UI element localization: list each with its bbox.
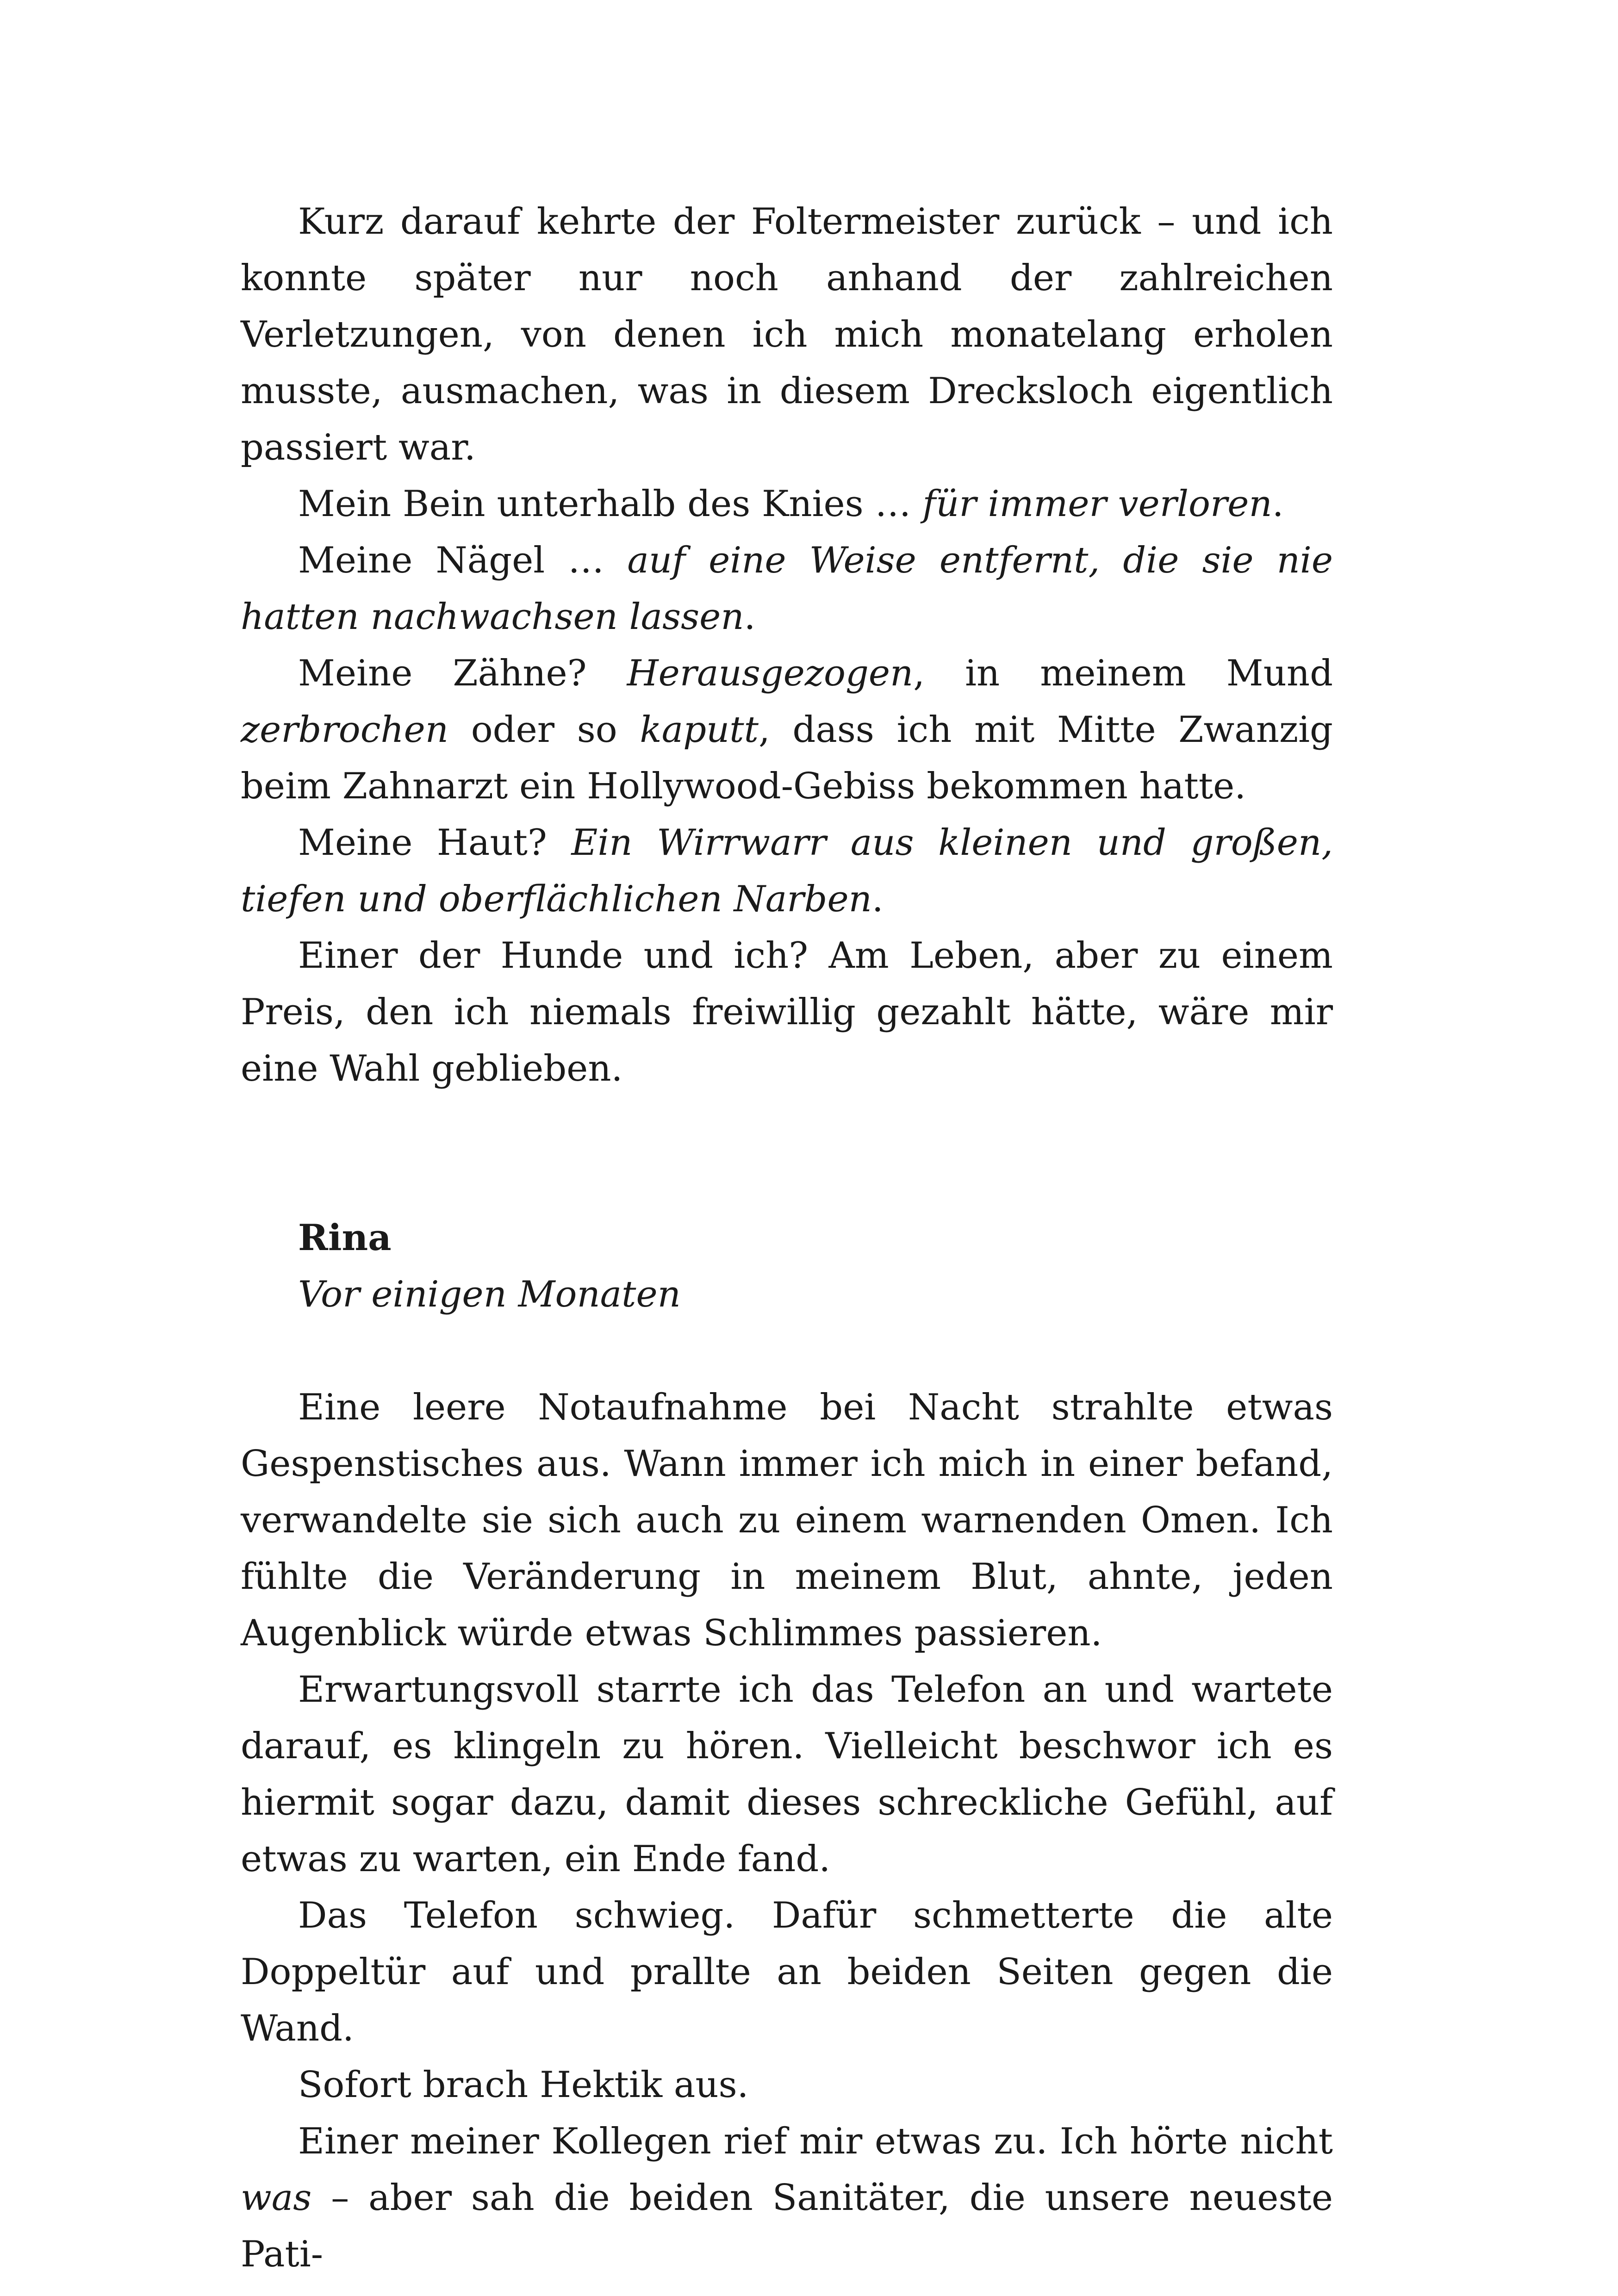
italic-text: für immer verloren — [922, 483, 1272, 525]
italic-text: kaputt — [640, 709, 759, 751]
chapter-heading — [241, 1210, 1333, 1323]
paragraph — [241, 2113, 1333, 2283]
paragraph — [241, 1379, 1333, 1661]
paragraph-text: Meine Haut? — [298, 822, 572, 864]
italic-text: was — [241, 2177, 312, 2219]
paragraph-text: , in meinem Mund — [913, 653, 1333, 694]
paragraph-text: Einer der Hunde und ich? Am Leben, aber zu einem Preis, den ich niemals freiwillig gezahlt hätte, wäre mir eine Wahl geblieben. — [241, 935, 1333, 1089]
paragraph — [241, 193, 1333, 476]
chapter-time: Vor einigen Monaten — [298, 1274, 681, 1315]
paragraph — [241, 645, 1333, 815]
italic-text: auf eine Weise entfernt, die sie nie hatten nachwachsen lassen — [241, 540, 1333, 638]
paragraph-text: , dass ich mit Mitte Zwanzig beim Zahnarzt ein Hollywood-Gebiss bekommen hatte. — [241, 709, 1333, 807]
paragraph-text: Kurz darauf kehrte der Foltermeister zurück – und ich konnte später nur noch anhand der zahlreichen Verletzungen, von denen ich mich monatelang erholen musste, ausmachen, was in diesem Drecksloch eigentlich passiert war. — [241, 201, 1333, 468]
paragraph — [241, 815, 1333, 927]
paragraph-text: Mein Bein unterhalb des Knies … — [298, 483, 923, 525]
paragraph-text: . — [871, 878, 884, 920]
paragraph-text: oder so — [448, 709, 640, 751]
paragraph-text: Meine Nägel … — [298, 540, 628, 581]
paragraph — [241, 927, 1333, 1097]
paragraph-text: Einer meiner Kollegen rief mir etwas zu. Ich hörte nicht — [298, 2121, 1333, 2162]
body-text — [241, 193, 1333, 2283]
paragraph-text: Sofort brach Hektik aus. — [298, 2064, 749, 2106]
italic-text: Ein Wirrwarr aus kleinen und großen, tiefen und oberflächlichen Narben — [241, 822, 1333, 920]
paragraph-text: Erwartungsvoll starrte ich das Telefon an und wartete darauf, es klingeln zu hören. Vielleicht beschwor ich es hiermit sogar dazu, damit dieses schreckliche Gefühl, auf etwas zu warten, ein Ende fand. — [241, 1669, 1333, 1880]
paragraph — [241, 1661, 1333, 1887]
paragraph — [241, 1887, 1333, 2057]
chapter-name: Rina — [298, 1217, 392, 1259]
italic-text: zerbrochen — [241, 709, 449, 751]
paragraph — [241, 532, 1333, 645]
italic-text: Herausgezogen — [627, 653, 914, 694]
paragraph-text: Das Telefon schwieg. Dafür schmetterte die alte Doppeltür auf und prallte an beiden Seiten gegen die Wand. — [241, 1895, 1333, 2049]
paragraph-text: – aber sah die beiden Sanitäter, die unsere neueste Pati- — [241, 2177, 1333, 2275]
paragraph-text: Eine leere Notaufnahme bei Nacht strahlte etwas Gespenstisches aus. Wann immer ich mich in einer befand, verwandelte sie sich auch zu einem warnenden Omen. Ich fühlte die Veränderung in meinem Blut, ahnte, jeden Augenblick würde etwas Schlimmes passieren. — [241, 1387, 1333, 1654]
paragraph-text: . — [1272, 483, 1284, 525]
paragraph-text: Meine Zähne? — [298, 653, 627, 694]
paragraph-text: . — [744, 596, 756, 638]
paragraph — [241, 476, 1333, 532]
paragraph — [241, 2057, 1333, 2113]
